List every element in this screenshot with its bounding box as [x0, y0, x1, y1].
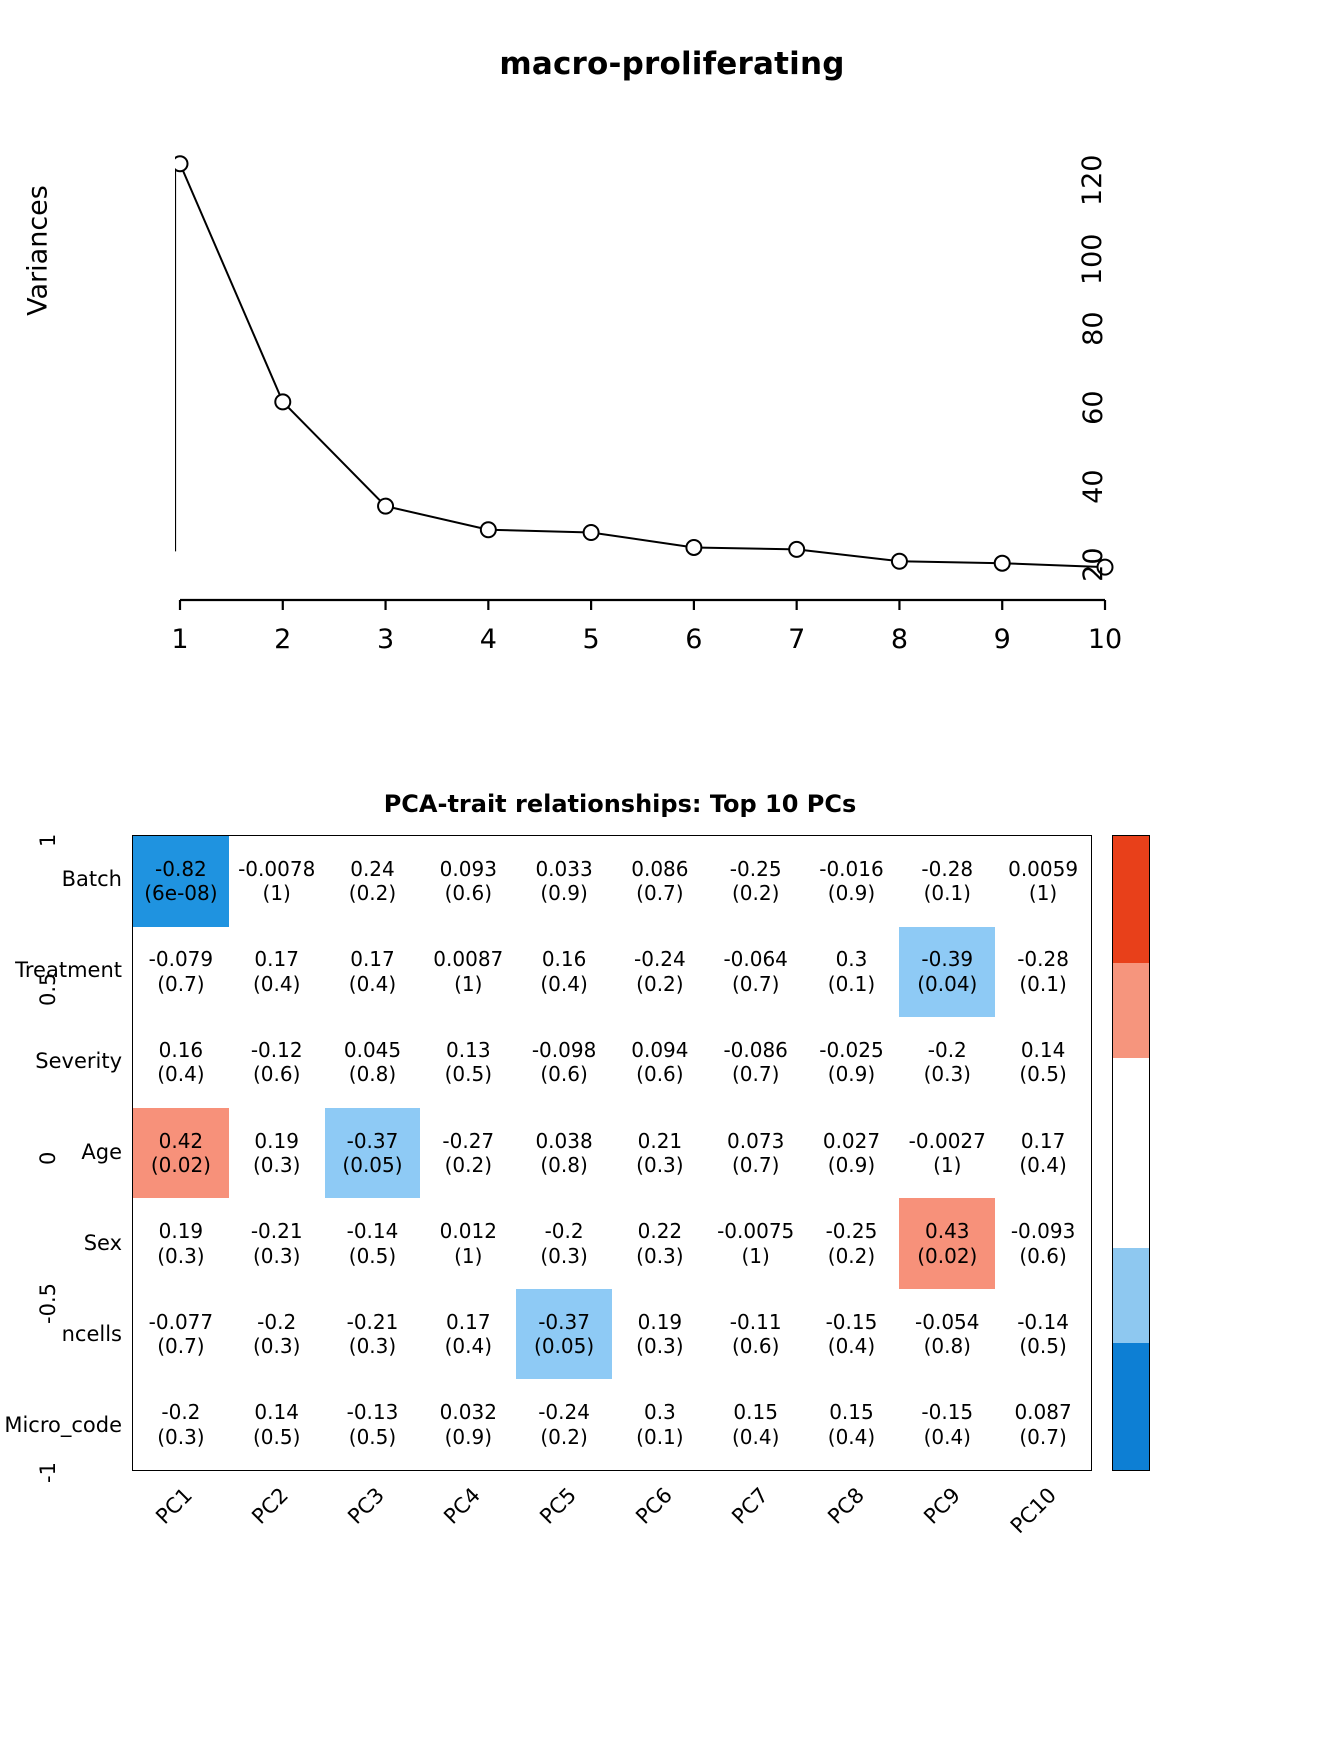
heatmap-cell-correlation: -0.25 [825, 1219, 878, 1244]
heatmap-cell-pvalue: (0.3) [157, 1424, 205, 1449]
scree-y-tick-100: 100 [1077, 233, 1109, 285]
heatmap-cell-correlation: 0.17 [446, 1309, 491, 1334]
heatmap-cell-correlation: 0.032 [439, 1400, 497, 1425]
heatmap-cell-pvalue: (0.9) [540, 881, 588, 906]
heatmap-cell-pvalue: (0.05) [534, 1334, 595, 1359]
heatmap-cell [229, 1379, 325, 1470]
heatmap-row-label-severity: Severity [35, 1049, 122, 1074]
heatmap-cell [995, 836, 1091, 927]
heatmap-cell-pvalue: (0.9) [444, 1424, 492, 1449]
scree-x-tick-6: 6 [685, 624, 703, 655]
heatmap-cell-correlation: 0.43 [925, 1219, 970, 1244]
heatmap-row [133, 1017, 1091, 1108]
legend-tick-1: 1 [36, 833, 60, 847]
heatmap-row [133, 1198, 1091, 1289]
heatmap-cell-pvalue: (0.3) [348, 1334, 397, 1359]
heatmap-cell-pvalue: (0.4) [827, 1424, 876, 1449]
heatmap-cell-correlation: -0.24 [634, 947, 686, 972]
legend-color-segment [1113, 963, 1149, 1058]
heatmap-row [133, 927, 1091, 1018]
heatmap-cell [325, 1108, 421, 1199]
heatmap-cell [804, 1289, 900, 1380]
heatmap-cell [325, 1198, 421, 1289]
heatmap-cell-pvalue: (0.8) [540, 1152, 588, 1177]
heatmap-cell-pvalue: (0.04) [917, 971, 978, 996]
heatmap-cell-pvalue: (0.5) [1019, 1062, 1067, 1087]
heatmap-cell-correlation: 0.17 [254, 947, 299, 972]
heatmap-cell [708, 1198, 804, 1289]
heatmap-cell-correlation: -0.37 [538, 1309, 590, 1334]
heatmap-title: PCA-trait relationships: Top 10 PCs [383, 790, 857, 818]
heatmap-row [133, 1379, 1091, 1470]
heatmap-cell-correlation: 0.027 [822, 1128, 881, 1153]
heatmap-column-label-pc1: PC1 [151, 1483, 197, 1529]
heatmap-cell-pvalue: (0.6) [252, 1062, 301, 1087]
heatmap-cell [420, 1017, 516, 1108]
heatmap-cell-pvalue: (0.2) [444, 1152, 492, 1177]
heatmap-cell-correlation: 0.0059 [1008, 856, 1079, 881]
heatmap-cell-pvalue: (0.1) [636, 1424, 684, 1449]
heatmap-cell [995, 1017, 1091, 1108]
heatmap-cell-correlation: -0.15 [921, 1400, 974, 1425]
heatmap-cell-pvalue: (0.3) [157, 1243, 205, 1268]
heatmap-cell-pvalue: (1) [741, 1243, 770, 1268]
heatmap-cell-pvalue: (0.05) [342, 1152, 403, 1177]
heatmap-cell-pvalue: (0.2) [827, 1243, 876, 1268]
scree-x-tick-10: 10 [1087, 624, 1123, 655]
heatmap-cell-pvalue: (1) [262, 881, 291, 906]
heatmap-cell-correlation: -0.077 [148, 1309, 214, 1334]
scree-y-axis-label: Variances [22, 185, 54, 316]
heatmap-cell [516, 1289, 612, 1380]
heatmap-panel [0, 740, 1344, 1747]
heatmap-cell [229, 927, 325, 1018]
heatmap-cell-pvalue: (0.7) [731, 1062, 780, 1087]
heatmap-cell-correlation: 0.033 [535, 856, 593, 881]
heatmap-cell-correlation: -0.24 [538, 1400, 590, 1425]
heatmap-cell [612, 1379, 708, 1470]
heatmap-cell [708, 1379, 804, 1470]
heatmap-cell [229, 1017, 325, 1108]
heatmap-cell-correlation: 0.012 [439, 1219, 497, 1244]
heatmap-row-label-age: Age [81, 1140, 122, 1164]
heatmap-cell-pvalue: (0.4) [923, 1424, 971, 1449]
heatmap-cell-correlation: 0.16 [158, 1038, 204, 1063]
heatmap-cell [708, 836, 804, 927]
heatmap-column-label-pc3: PC3 [343, 1483, 389, 1529]
heatmap-column-label-pc2: PC2 [247, 1483, 293, 1529]
heatmap-cell-correlation: -0.21 [346, 1309, 399, 1334]
heatmap-cell-pvalue: (0.3) [252, 1152, 301, 1177]
heatmap-cell-pvalue: (0.02) [917, 1243, 978, 1268]
heatmap-column-label-pc6: PC6 [631, 1483, 677, 1529]
heatmap-cell-pvalue: (0.6) [636, 1062, 684, 1087]
heatmap-cell [325, 927, 421, 1018]
heatmap-cell-correlation: 0.19 [254, 1128, 299, 1153]
heatmap-cell [804, 1198, 900, 1289]
heatmap-cell-pvalue: (0.8) [923, 1334, 971, 1359]
heatmap-cell [899, 1017, 995, 1108]
heatmap-cell-correlation: 0.19 [158, 1219, 204, 1244]
heatmap-cell [612, 1289, 708, 1380]
scree-x-tick-4: 4 [479, 624, 497, 655]
heatmap-cell-pvalue: (0.1) [827, 971, 876, 996]
heatmap-grid [132, 835, 1092, 1471]
heatmap-cell-pvalue: (0.2) [540, 1424, 588, 1449]
heatmap-cell-pvalue: (1) [454, 971, 483, 996]
heatmap-cell [516, 927, 612, 1018]
heatmap-cell [516, 836, 612, 927]
heatmap-cell-pvalue: (0.5) [348, 1424, 397, 1449]
heatmap-cell-pvalue: (0.3) [636, 1243, 684, 1268]
heatmap-row-label-batch: Batch [61, 867, 122, 892]
heatmap-cell [516, 1108, 612, 1199]
heatmap-cell-pvalue: (0.2) [636, 971, 684, 996]
heatmap-cell-correlation: -0.28 [1017, 947, 1069, 972]
heatmap-cell-correlation: -0.079 [148, 947, 214, 972]
heatmap-cell [804, 1017, 900, 1108]
heatmap-cell [229, 1108, 325, 1199]
heatmap-cell [995, 1289, 1091, 1380]
heatmap-cell-pvalue: (0.2) [348, 881, 397, 906]
heatmap-column-label-pc9: PC9 [919, 1483, 965, 1529]
heatmap-cell-correlation: -0.37 [346, 1128, 399, 1153]
heatmap-cell [133, 1017, 229, 1108]
heatmap-cell-pvalue: (0.4) [444, 1334, 492, 1359]
heatmap-cell-pvalue: (0.3) [923, 1062, 971, 1087]
heatmap-cell [804, 836, 900, 927]
scree-plot-svg [175, 120, 1115, 610]
heatmap-cell-pvalue: (1) [1028, 881, 1058, 906]
heatmap-row [133, 1108, 1091, 1199]
heatmap-cell [899, 1198, 995, 1289]
heatmap-cell-correlation: 0.093 [439, 856, 497, 881]
scree-y-tick-60: 60 [1077, 390, 1109, 425]
heatmap-cell-correlation: 0.16 [541, 947, 587, 972]
heatmap-cell-correlation: 0.073 [727, 1128, 785, 1153]
heatmap-cell [133, 1108, 229, 1199]
scree-y-tick-20: 20 [1077, 547, 1109, 583]
heatmap-cell [708, 1108, 804, 1199]
heatmap-cell [325, 1289, 421, 1380]
heatmap-cell-correlation: -0.0075 [717, 1219, 795, 1244]
heatmap-cell [325, 1017, 421, 1108]
heatmap-cell-correlation: -0.14 [1017, 1309, 1069, 1334]
heatmap-cell [133, 836, 229, 927]
legend-tick-0: 0 [36, 1151, 60, 1165]
heatmap-cell-correlation: -0.2 [927, 1038, 967, 1063]
heatmap-cell [804, 927, 900, 1018]
heatmap-cell-correlation: -0.39 [921, 947, 974, 972]
heatmap-cell [708, 927, 804, 1018]
legend-color-segment [1113, 1248, 1149, 1343]
heatmap-cell-correlation: -0.093 [1010, 1219, 1076, 1244]
heatmap-cell [229, 1289, 325, 1380]
heatmap-cell [420, 1108, 516, 1199]
heatmap-cell-correlation: 0.13 [446, 1038, 491, 1063]
heatmap-cell-pvalue: (0.6) [731, 1334, 780, 1359]
scree-plot-area [171, 120, 1123, 655]
heatmap-cell-correlation: 0.14 [1020, 1038, 1066, 1063]
heatmap-cell [899, 1108, 995, 1199]
heatmap-cell-correlation: -0.82 [155, 856, 207, 881]
heatmap-cell-correlation: -0.025 [819, 1038, 884, 1063]
heatmap-cell-correlation: 0.15 [733, 1400, 778, 1425]
scree-x-tick-1: 1 [171, 624, 189, 655]
heatmap-cell [325, 836, 421, 927]
heatmap-cell [612, 927, 708, 1018]
heatmap-cell-pvalue: (0.9) [827, 881, 876, 906]
heatmap-cell [995, 927, 1091, 1018]
heatmap-column-label-pc7: PC7 [727, 1483, 773, 1529]
heatmap-cell-correlation: -0.2 [544, 1219, 584, 1244]
heatmap-cell [420, 836, 516, 927]
heatmap-cell-correlation: -0.2 [161, 1400, 201, 1425]
heatmap-row-label-micro_code: Micro_code [4, 1412, 122, 1437]
heatmap-cell [899, 1289, 995, 1380]
heatmap-cell-correlation: -0.086 [723, 1038, 788, 1063]
heatmap-cell-pvalue: (0.5) [348, 1243, 397, 1268]
heatmap-cell [995, 1108, 1091, 1199]
heatmap-cell-pvalue: (0.4) [348, 971, 397, 996]
heatmap-cell [899, 836, 995, 927]
scree-x-tick-7: 7 [788, 624, 806, 655]
heatmap-cell-correlation: 0.045 [343, 1038, 402, 1063]
heatmap-cell-correlation: -0.064 [723, 947, 788, 972]
heatmap-cell [899, 927, 995, 1018]
heatmap-cell-pvalue: (0.6) [444, 881, 492, 906]
heatmap-cell-correlation: -0.0078 [238, 856, 316, 881]
heatmap-cell-pvalue: (0.7) [157, 1334, 205, 1359]
heatmap-cell-pvalue: (0.5) [1019, 1334, 1067, 1359]
scree-x-tick-8: 8 [890, 624, 909, 655]
heatmap-cell-correlation: -0.12 [250, 1038, 303, 1063]
heatmap-row-label-ncells: ncells [61, 1321, 122, 1346]
legend-color-segment [1113, 1343, 1149, 1470]
heatmap-cell-pvalue: (0.3) [636, 1334, 684, 1359]
heatmap-cell-correlation: 0.19 [637, 1309, 683, 1334]
heatmap-cell-pvalue: (0.4) [731, 1424, 780, 1449]
heatmap-cell [420, 927, 516, 1018]
legend-tick--1: -1 [36, 1462, 60, 1483]
heatmap-column-label-pc5: PC5 [535, 1483, 581, 1529]
heatmap-cell [325, 1379, 421, 1470]
heatmap-cell [995, 1379, 1091, 1470]
heatmap-cell-pvalue: (6e-08) [144, 881, 218, 906]
heatmap-cell-pvalue: (0.7) [1019, 1424, 1067, 1449]
heatmap-cell [612, 836, 708, 927]
heatmap-cell-correlation: 0.17 [350, 947, 395, 972]
heatmap-cell-pvalue: (0.7) [157, 971, 205, 996]
legend-color-segment [1113, 1058, 1149, 1248]
heatmap-cell-correlation: -0.15 [825, 1309, 878, 1334]
heatmap-cell-correlation: 0.22 [637, 1219, 683, 1244]
heatmap-cell-pvalue: (0.5) [252, 1424, 301, 1449]
heatmap-cell-correlation: -0.11 [729, 1309, 782, 1334]
heatmap-cell-correlation: -0.27 [442, 1128, 495, 1153]
heatmap-cell [516, 1198, 612, 1289]
heatmap-cell-pvalue: (0.4) [157, 1062, 205, 1087]
heatmap-column-label-pc10: PC10 [1005, 1483, 1061, 1539]
heatmap-cell-pvalue: (0.02) [150, 1152, 211, 1177]
heatmap-color-legend [1112, 835, 1150, 1471]
scree-x-tick-2: 2 [274, 624, 292, 655]
scree-y-tick-120: 120 [1077, 154, 1109, 206]
heatmap-cell [899, 1379, 995, 1470]
heatmap-cell [804, 1379, 900, 1470]
heatmap-cell-correlation: 0.087 [1014, 1400, 1072, 1425]
scree-x-tick-3: 3 [376, 624, 395, 655]
heatmap-cell [133, 1198, 229, 1289]
heatmap-cell-correlation: -0.13 [346, 1400, 399, 1425]
scree-y-tick-80: 80 [1077, 311, 1109, 347]
heatmap-cell-correlation: 0.24 [350, 856, 395, 881]
heatmap-cell-correlation: 0.094 [631, 1038, 689, 1063]
heatmap-row-label-sex: Sex [83, 1230, 122, 1255]
scree-y-tick-40: 40 [1077, 469, 1109, 504]
heatmap-cell [133, 1289, 229, 1380]
heatmap-cell-correlation: -0.016 [819, 856, 884, 881]
heatmap-cell [516, 1017, 612, 1108]
heatmap-cell-correlation: 0.15 [829, 1400, 874, 1425]
scree-x-tick-5: 5 [582, 624, 600, 655]
scree-x-tick-9: 9 [993, 624, 1011, 655]
heatmap-cell-correlation: -0.054 [915, 1309, 980, 1334]
scree-plot-title: macro-proliferating [499, 46, 845, 82]
heatmap-cell-pvalue: (0.4) [827, 1334, 876, 1359]
heatmap-cell-pvalue: (0.3) [540, 1243, 588, 1268]
heatmap-cell-pvalue: (0.3) [252, 1334, 301, 1359]
heatmap-cell [612, 1198, 708, 1289]
heatmap-row [133, 836, 1091, 927]
heatmap-cell-correlation: 0.3 [643, 1400, 676, 1425]
heatmap-cell-correlation: 0.21 [637, 1128, 683, 1153]
heatmap-cell-pvalue: (0.6) [540, 1062, 588, 1087]
heatmap-cell-correlation: 0.086 [631, 856, 689, 881]
heatmap-cell-correlation: -0.28 [921, 856, 974, 881]
heatmap-cell-correlation: -0.0027 [908, 1128, 986, 1153]
legend-color-segment [1113, 836, 1149, 963]
heatmap-cell-correlation: 0.3 [835, 947, 868, 972]
heatmap-cell [612, 1017, 708, 1108]
heatmap-row-label-treatment: Treatment [15, 958, 122, 983]
heatmap-row [133, 1289, 1091, 1380]
heatmap-cell-correlation: 0.038 [535, 1128, 593, 1153]
heatmap-cell-correlation: -0.2 [257, 1309, 297, 1334]
heatmap-cell [133, 1379, 229, 1470]
heatmap-cell-pvalue: (1) [933, 1152, 962, 1177]
heatmap-cell-pvalue: (1) [454, 1243, 483, 1268]
heatmap-cell-correlation: -0.21 [250, 1219, 303, 1244]
heatmap-cell [420, 1289, 516, 1380]
heatmap-cell-pvalue: (0.2) [731, 881, 780, 906]
heatmap-column-label-pc8: PC8 [823, 1483, 869, 1529]
heatmap-cell [708, 1017, 804, 1108]
heatmap-cell-pvalue: (0.7) [731, 971, 780, 996]
heatmap-cell-pvalue: (0.5) [444, 1062, 492, 1087]
heatmap-cell [995, 1198, 1091, 1289]
heatmap-cell-correlation: 0.42 [158, 1128, 204, 1153]
heatmap-cell-pvalue: (0.4) [1019, 1152, 1067, 1177]
heatmap-cell [229, 836, 325, 927]
scree-plot-panel [0, 0, 1344, 740]
heatmap-cell [420, 1198, 516, 1289]
heatmap-cell-pvalue: (0.9) [827, 1152, 876, 1177]
heatmap-cell-pvalue: (0.4) [540, 971, 588, 996]
heatmap-cell-pvalue: (0.3) [252, 1243, 301, 1268]
heatmap-cell [229, 1198, 325, 1289]
heatmap-cell [612, 1108, 708, 1199]
heatmap-cell-pvalue: (0.1) [1019, 971, 1067, 996]
heatmap-cell-pvalue: (0.9) [827, 1062, 876, 1087]
heatmap-column-label-pc4: PC4 [439, 1483, 485, 1529]
heatmap-cell [516, 1379, 612, 1470]
heatmap-cell-pvalue: (0.8) [348, 1062, 397, 1087]
heatmap-cell-pvalue: (0.4) [252, 971, 301, 996]
heatmap-cell-correlation: -0.14 [346, 1219, 399, 1244]
heatmap-cell [420, 1379, 516, 1470]
legend-tick-0.5: 0.5 [36, 972, 60, 1006]
heatmap-cell [133, 927, 229, 1018]
heatmap-cell [804, 1108, 900, 1199]
heatmap-cell-pvalue: (0.3) [636, 1152, 684, 1177]
heatmap-cell-correlation: 0.17 [1020, 1128, 1066, 1153]
heatmap-cell [708, 1289, 804, 1380]
heatmap-cell-correlation: -0.25 [729, 856, 782, 881]
legend-tick--0.5: -0.5 [36, 1283, 60, 1324]
heatmap-cell-pvalue: (0.7) [731, 1152, 780, 1177]
heatmap-cell-pvalue: (0.6) [1019, 1243, 1067, 1268]
heatmap-cell-correlation: -0.098 [531, 1038, 597, 1063]
heatmap-cell-correlation: 0.14 [254, 1400, 299, 1425]
heatmap-cell-correlation: 0.0087 [433, 947, 504, 972]
heatmap-table [133, 836, 1091, 1470]
heatmap-cell-pvalue: (0.7) [636, 881, 684, 906]
heatmap-cell-pvalue: (0.1) [923, 881, 971, 906]
